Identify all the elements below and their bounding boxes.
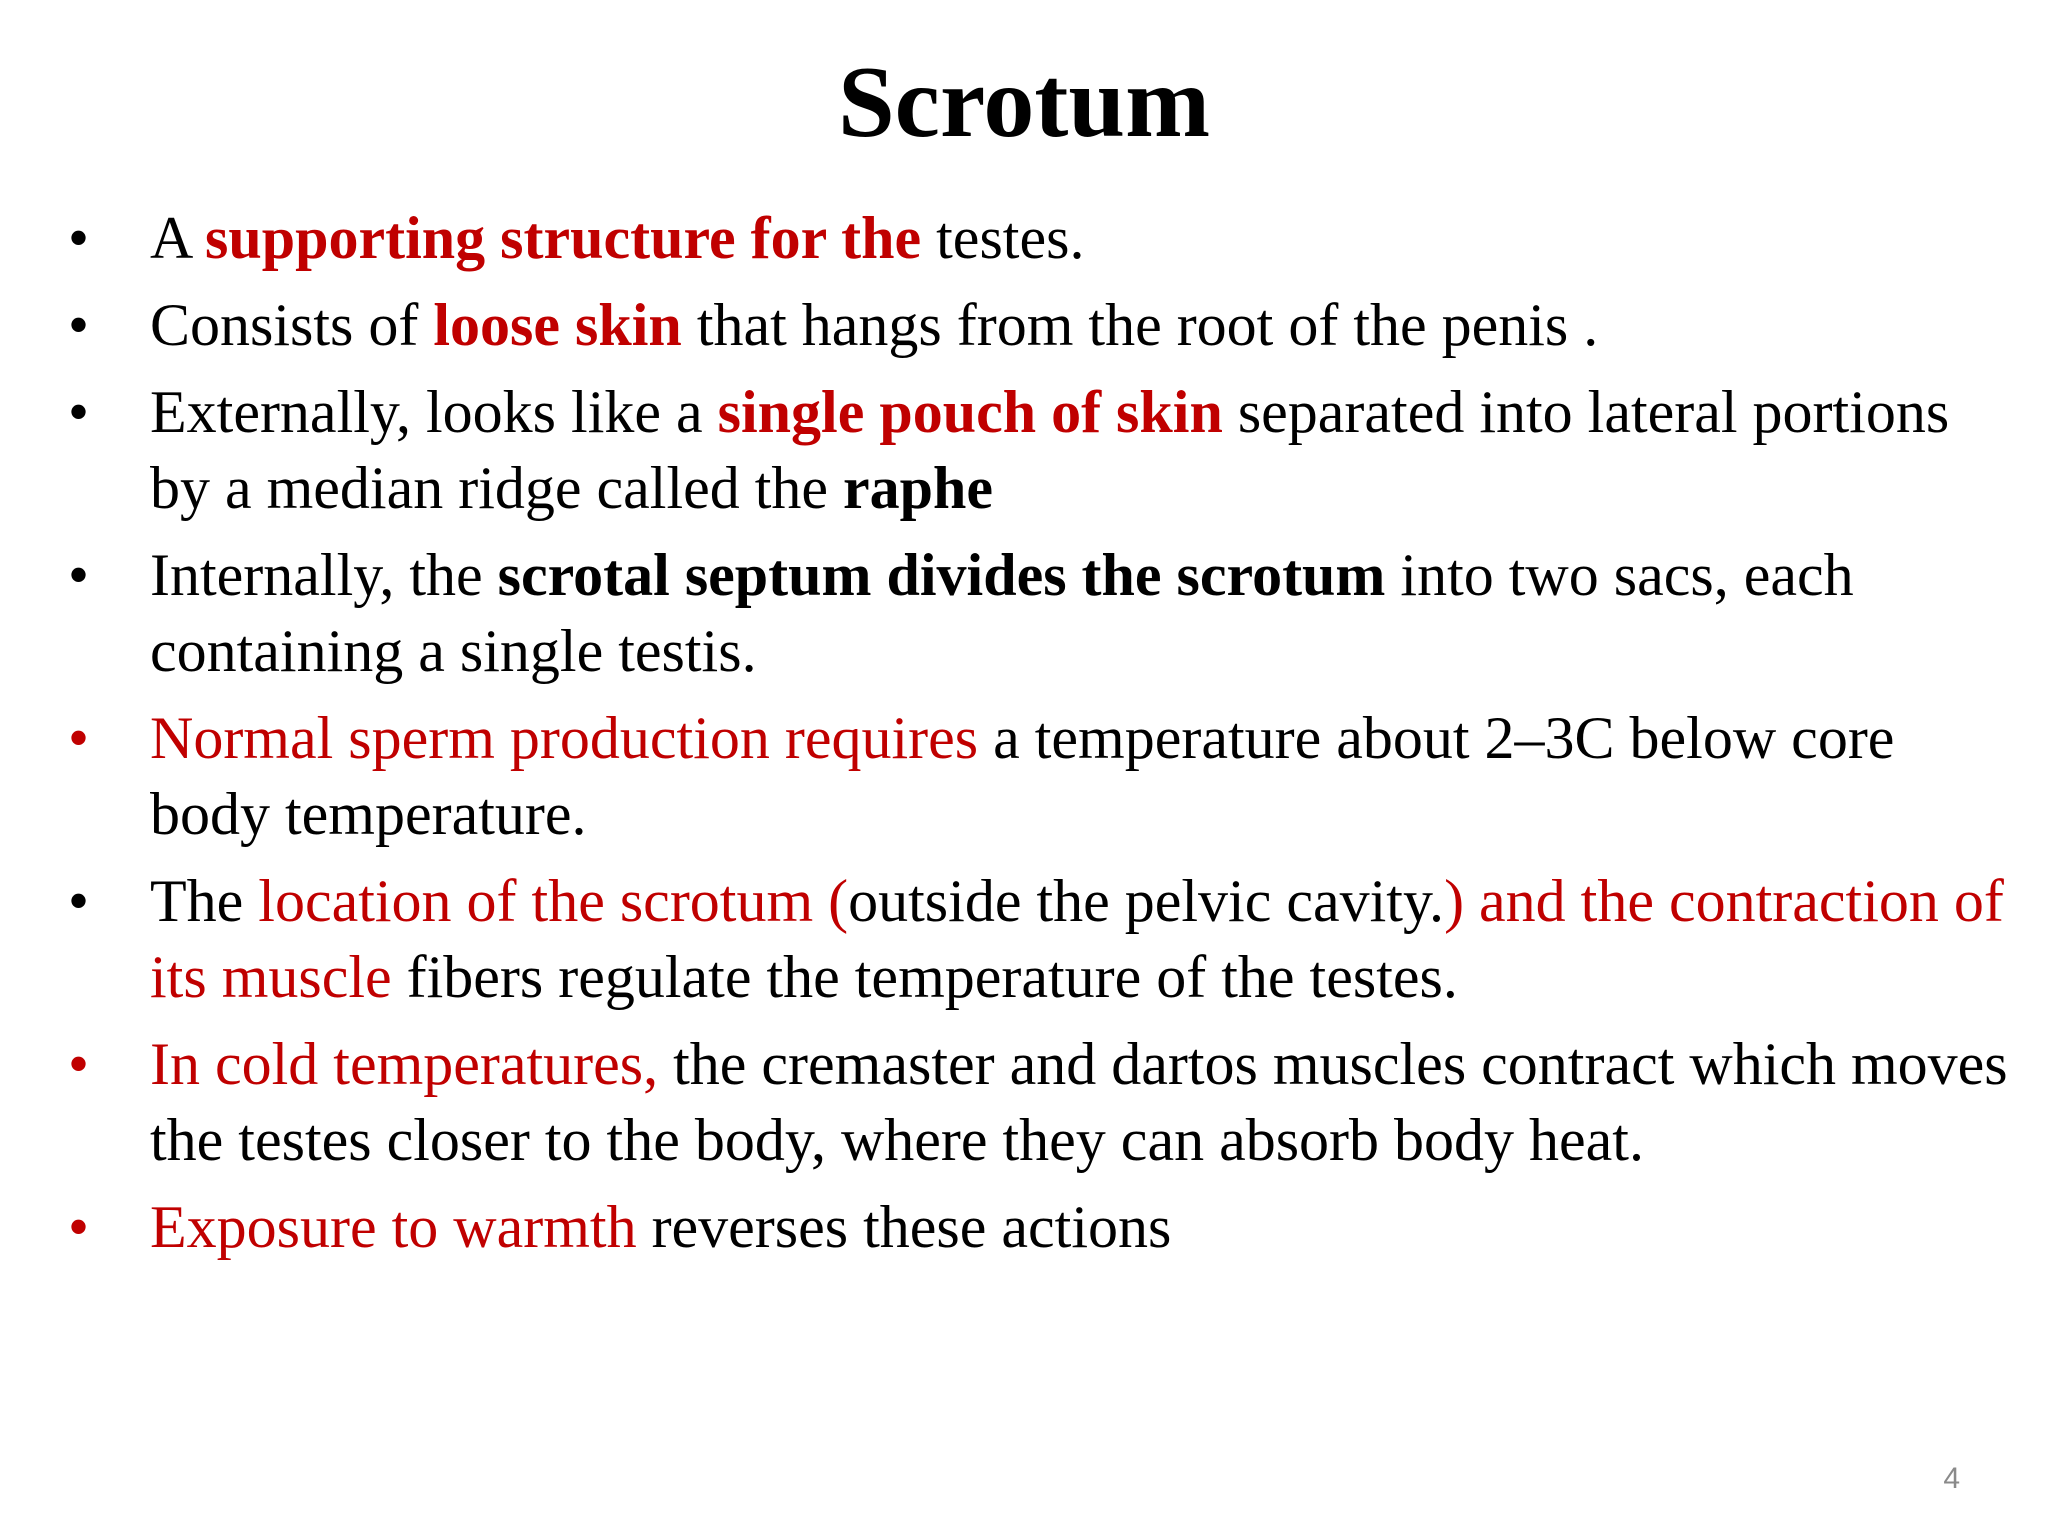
bullet-text: In cold temperatures, the cremaster and dartos muscles contract which moves the testes closer to the body, where they can absorb body heat. [150, 1031, 2008, 1173]
bullet-icon: • [68, 205, 90, 271]
bullet-text: Internally, the scrotal septum divides the scrotum into two sacs, each containing a single testis. [150, 542, 1854, 684]
bullet-icon: • [68, 542, 90, 608]
bullet-item [68, 1189, 2010, 1265]
bullet-item [68, 537, 2010, 689]
bullet-icon: • [68, 379, 90, 445]
bullet-text: Consists of loose skin that hangs from the root of the penis . [150, 292, 1599, 358]
bullet-icon: • [68, 292, 90, 358]
bullet-text: A supporting structure for the testes. [150, 205, 1085, 271]
bullet-text: Externally, looks like a single pouch of skin separated into lateral portions by a median ridge called the raphe [150, 379, 1950, 521]
bullet-item [68, 200, 2010, 276]
bullet-text: Exposure to warmth reverses these actions [150, 1194, 1172, 1260]
bullet-item [68, 700, 2010, 852]
bullet-text: The location of the scrotum (outside the pelvic cavity.) and the contraction of its muscle fibers regulate the temperature of the testes. [150, 868, 2004, 1010]
bullet-icon: • [68, 705, 90, 771]
bullet-item [68, 287, 2010, 363]
bullet-list [68, 200, 2010, 1276]
bullet-text: Normal sperm production requires a temperature about 2–3C below core body temperature. [150, 705, 1895, 847]
bullet-icon: • [68, 868, 90, 934]
bullet-item [68, 374, 2010, 526]
bullet-icon: • [68, 1194, 90, 1260]
page-number: 4 [1943, 1462, 1960, 1495]
bullet-item [68, 1026, 2010, 1178]
bullet-icon: • [68, 1031, 90, 1097]
slide-title: Scrotum [837, 46, 1211, 159]
bullet-item [68, 863, 2010, 1015]
